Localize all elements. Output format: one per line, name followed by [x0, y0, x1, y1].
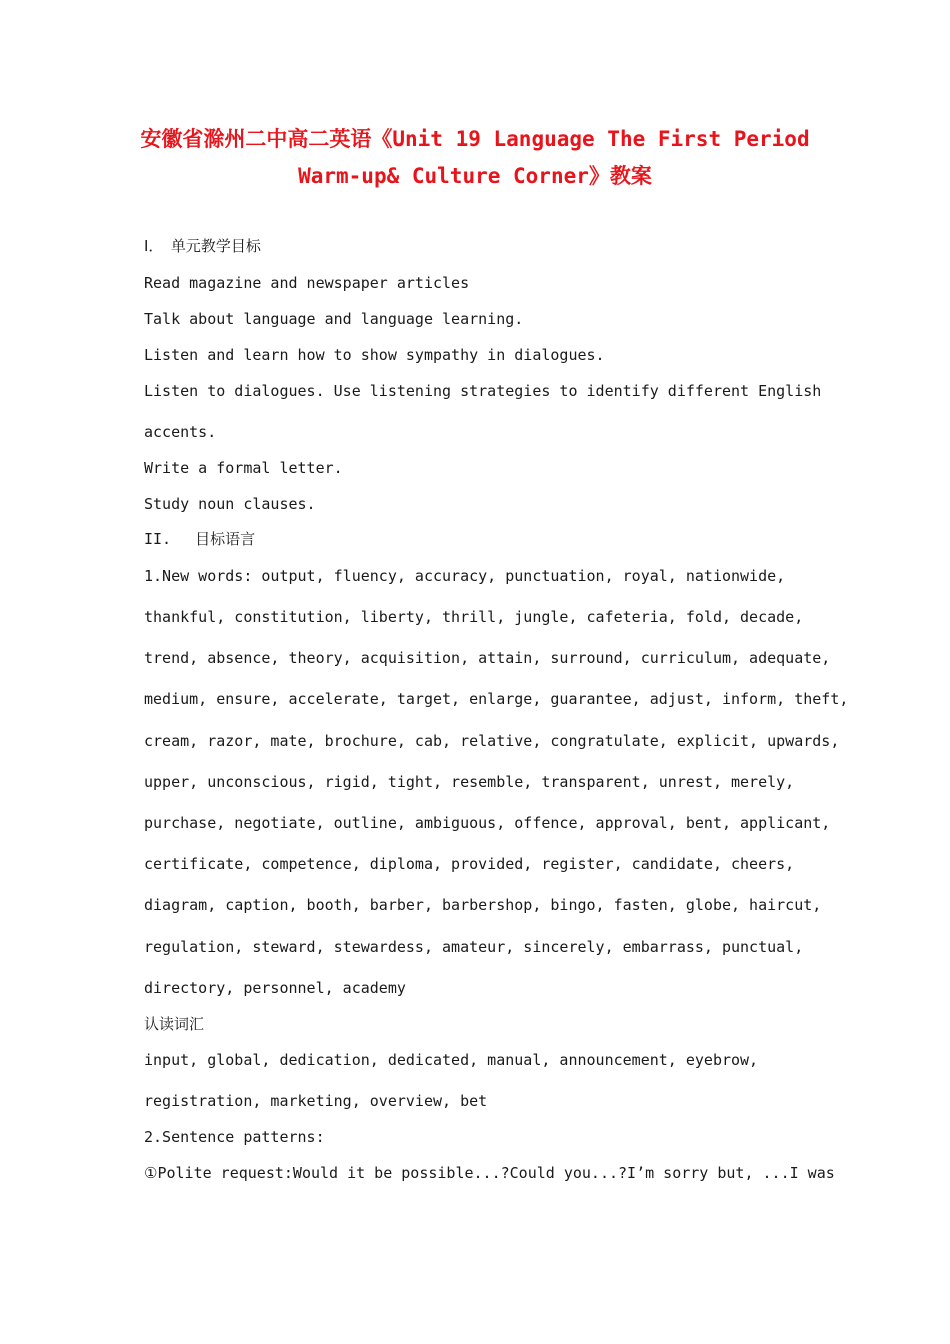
new-words-line: purchase, negotiate, outline, ambiguous, offence, approval, bent, applicant,	[144, 814, 831, 832]
sentence-pattern-line: ①Polite request:Would it be possible...?Could you...?I’m sorry but, ...I was	[144, 1164, 835, 1182]
document-title-line-1: 安徽省滁州二中高二英语《Unit 19 Language The First Period	[140, 127, 810, 151]
recognition-words-line: input, global, dedication, dedicated, manual, announcement, eyebrow,	[144, 1051, 759, 1069]
new-words-line: medium, ensure, accelerate, target, enlarge, guarantee, adjust, inform, theft,	[144, 690, 849, 708]
new-words-line: regulation, steward, stewardess, amateur, sincerely, embarrass, punctual,	[144, 938, 804, 956]
objective-item: Listen and learn how to show sympathy in dialogues.	[144, 346, 605, 364]
new-words-line: upper, unconscious, rigid, tight, resemble, transparent, unrest, merely,	[144, 773, 795, 791]
objectives-heading: Ⅰ． 单元教学目标	[144, 237, 261, 255]
new-words-line: cream, razor, mate, brochure, cab, relative, congratulate, explicit, upwards,	[144, 732, 840, 750]
new-words-line: thankful, constitution, liberty, thrill, jungle, cafeteria, fold, decade,	[144, 608, 804, 626]
new-words-line: directory, personnel, academy	[144, 979, 406, 997]
target-language-heading: II. 目标语言	[144, 530, 256, 548]
objective-item: Study noun clauses.	[144, 495, 316, 513]
new-words-line: 1.New words: output, fluency, accuracy, punctuation, royal, nationwide,	[144, 567, 786, 585]
new-words-line: certificate, competence, diploma, provided, register, candidate, cheers,	[144, 855, 795, 873]
objective-item: Read magazine and newspaper articles	[144, 274, 470, 292]
objective-item: accents.	[144, 423, 217, 441]
objective-item: Talk about language and language learning.	[144, 310, 524, 328]
recognition-heading: 认读词汇	[144, 1015, 205, 1033]
new-words-line: trend, absence, theory, acquisition, attain, surround, curriculum, adequate,	[144, 649, 831, 667]
new-words-line: diagram, caption, booth, barber, barbershop, bingo, fasten, globe, haircut,	[144, 896, 822, 914]
document-title-line-2: Warm-up& Culture Corner》教案	[298, 164, 652, 188]
objective-item: Write a formal letter.	[144, 459, 343, 477]
sentence-patterns-heading: 2.Sentence patterns:	[144, 1128, 325, 1146]
objective-item: Listen to dialogues. Use listening strategies to identify different English	[144, 382, 822, 400]
recognition-words-line: registration, marketing, overview, bet	[144, 1092, 488, 1110]
